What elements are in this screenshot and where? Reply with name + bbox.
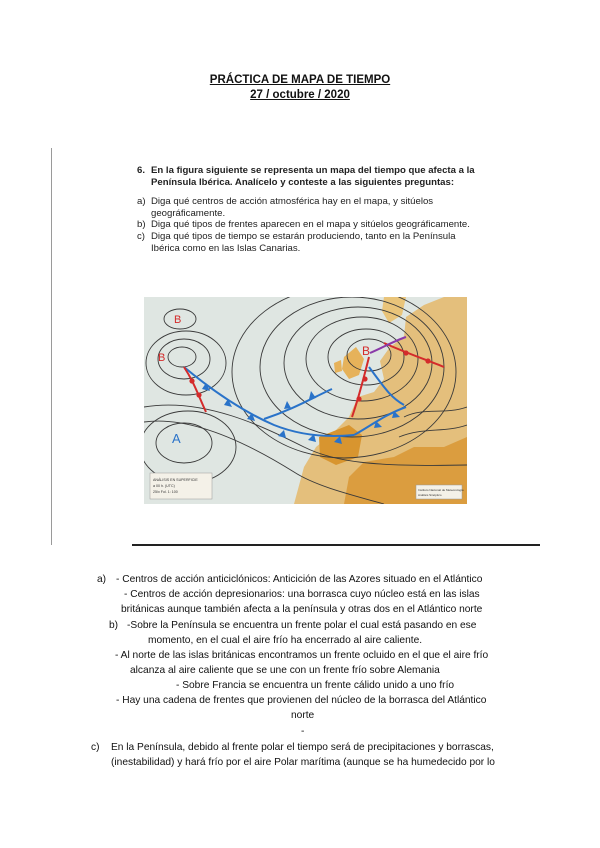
answer-b-line: momento, en el cual el aire frío ha encerrado al aire caliente.: [148, 635, 423, 646]
answer-b-label: b): [109, 620, 119, 631]
frame-left-border: [51, 148, 52, 545]
answer-c-line: (inestabilidad) y hará frío por el aire Polar marítima (aunque se ha humedecido por lo: [111, 757, 495, 768]
weather-map: [144, 297, 467, 504]
low-pressure-marker: B: [174, 314, 182, 326]
question-item-label: b): [137, 219, 146, 231]
question-intro: [137, 165, 477, 188]
legend-left-text: 25/x Fol. 1: 100: [153, 490, 178, 494]
weather-map-svg: [144, 297, 467, 504]
frame-bottom-border: [132, 544, 540, 546]
answer-a-line: británicas aunque también afecta a la península y otras dos en el Atlántico norte: [121, 604, 483, 615]
answer-c-line: En la Península, debido al frente polar el tiempo será de precipitaciones y borrascas,: [111, 742, 494, 753]
answer-a-line: - Centros de acción depresionarios: una borrasca cuyo núcleo está en las islas: [124, 589, 480, 600]
answer-b-line: - Sobre Francia se encuentra un frente cálido unido a uno frío: [176, 680, 455, 691]
question-item-text: Diga qué tipos de tiempo se estarán produciendo, tanto en la Península: [151, 230, 456, 242]
question-intro-line1: En la figura siguiente se representa un mapa del tiempo que afecta a la: [151, 165, 475, 176]
question-item-text: geográficamente.: [151, 207, 226, 219]
legend-right-text: Análisis Sinóptico: [418, 493, 442, 497]
page-date: 27 / octubre / 2020: [250, 89, 350, 101]
answer-a-label: a): [97, 574, 107, 585]
question-item-label: c): [137, 230, 145, 242]
answer-b-line: alcanza al aire caliente que se une con un frente frío sobre Alemania: [130, 665, 440, 676]
question-item-a: [137, 196, 477, 219]
answer-b-line: - Al norte de las islas británicas encontramos un frente ocluido en el que el aire frío: [115, 650, 489, 661]
answer-b-line: -: [301, 726, 305, 737]
answer-b-line: - Hay una cadena de frentes que provienen del núcleo de la borrasca del Atlántico: [116, 695, 487, 706]
question-number: 6.: [137, 165, 146, 176]
legend-left-text: a 00 h. (UTC): [153, 484, 175, 488]
question-block: [137, 165, 477, 254]
answer-a-line: - Centros de acción anticiclónicos: Anticición de las Azores situado en el Atlántico: [116, 574, 483, 585]
question-item-b: [137, 219, 477, 231]
question-intro-line2: Península Ibérica. Analícelo y conteste a las siguientes preguntas:: [151, 176, 455, 188]
low-pressure-marker: B: [158, 352, 166, 364]
question-item-text: Diga qué tipos de frentes aparecen en el mapa y sitúelos geográficamente.: [151, 219, 470, 231]
question-item-text: Diga qué centros de acción atmosférica hay en el mapa, y sitúelos: [151, 196, 434, 208]
answer-c-label: c): [91, 742, 100, 753]
page-title: PRÁCTICA DE MAPA DE TIEMPO: [209, 74, 391, 86]
answer-b-line: norte: [291, 710, 315, 721]
high-pressure-marker: A: [172, 431, 181, 446]
question-item-label: a): [137, 196, 146, 208]
legend-left-text: ANÁLISIS EN SUPERFICIE: [153, 478, 198, 482]
legend-right-text: Instituto Nacional de Meteorología: [418, 488, 464, 492]
low-pressure-marker: B: [362, 344, 371, 358]
question-item-text: Ibérica como en las Islas Canarias.: [151, 242, 301, 254]
answer-b-line: -Sobre la Península se encuentra un frente polar el cual está pasando en ese: [127, 620, 477, 631]
question-item-c: [137, 231, 477, 254]
